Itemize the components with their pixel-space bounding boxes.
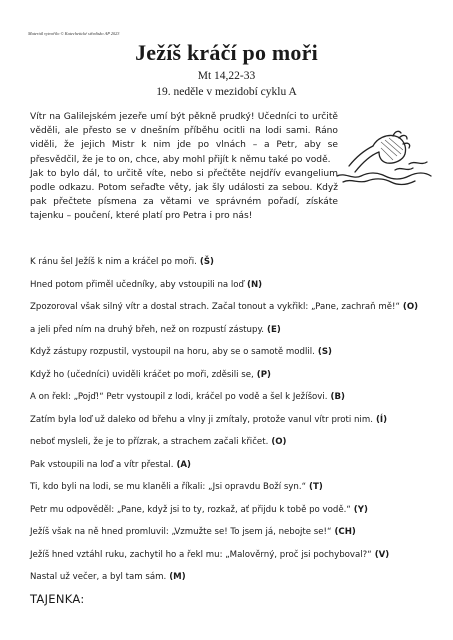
sentence-item	[30, 482, 323, 493]
sentence-text: Ti, kdo byli na lodi, se mu klaněli a říkali: „Jsi opravdu Boží syn.“	[30, 482, 307, 492]
sentence-letter: (Š)	[199, 257, 214, 267]
sentence-item	[30, 550, 389, 561]
sentence-text: Ježíš však na ně hned promluvil: „Vzmužte se! To jsem já, nebojte se!“	[30, 527, 332, 537]
sentence-item	[30, 370, 271, 381]
sentence-text: Nastal už večer, a byl tam sám.	[30, 572, 167, 582]
copyright-note: Materiál vytvořilo © Katechetické středisko AP 2023	[28, 31, 120, 36]
page-title: Ježíš kráčí po moři	[135, 40, 318, 65]
sentence-text: Ježíš hned vztáhl ruku, zachytil ho a řekl mu: „Malověrný, proč jsi pochyboval?“	[30, 550, 372, 560]
sentence-text: Zatím byla loď už daleko od břehu a vlny ji zmítaly, protože vanul vítr proti nim.	[30, 415, 373, 425]
scripture-reference: Mt 14,22-33	[197, 70, 256, 82]
sentence-text: Když ho (učedníci) uviděli kráčet po moři, zděsili se,	[30, 370, 254, 380]
sentence-letter: (V)	[374, 550, 390, 560]
sentence-letter: (O)	[271, 437, 287, 447]
sentence-text: Když zástupy rozpustil, vystoupil na horu, aby se o samotě modlil.	[30, 347, 315, 357]
sentence-item	[30, 527, 356, 538]
sentence-letter: (M)	[169, 572, 186, 582]
sentence-letter: (O)	[402, 302, 419, 312]
sentence-letter: (T)	[309, 482, 323, 492]
sentence-text: K ránu šel Ježíš k nim a kráčel po moři.	[30, 257, 197, 267]
intro-paragraph: Vítr na Galilejském jezeře umí být pěkně prudký! Učedníci to určitě věděli, ale přesto se v dnešním příběhu ocitli na lodi sami. Ráno viděli, že jejich Mistr k nim jde po vlnách – a Petr, aby se přesvědčil, že je to on, chce, aby mohl přijít k němu také po vodě.	[30, 112, 338, 165]
sentence-item	[30, 437, 286, 448]
sentence-text: Zpozoroval však silný vítr a dostal strach. Začal tonout a vykřikl: „Pane, zachraň mě!“	[30, 302, 400, 312]
sentence-text: A on řekl: „Pojď!“ Petr vystoupil z lodi, kráčel po vodě a šel k Ježíšovi.	[30, 392, 328, 402]
sentence-text: Petr mu odpověděl: „Pane, když jsi to ty, rozkaž, ať přijdu k tobě po vodě.“	[30, 505, 351, 515]
hand-in-water-illustration	[335, 126, 433, 186]
sentence-item	[30, 460, 191, 471]
sentence-letter: (B)	[330, 392, 345, 402]
sentence-item	[30, 415, 387, 426]
sentence-item	[30, 392, 345, 403]
sentence-item	[30, 572, 186, 583]
sentence-item	[30, 347, 332, 358]
sentence-letter: (P)	[256, 370, 271, 380]
sentence-text: Pak vstoupili na loď a vítr přestal.	[30, 460, 174, 470]
sentence-item	[30, 302, 418, 313]
sentence-item	[30, 325, 281, 336]
sentence-text: a jeli před ním na druhý břeh, než on rozpustí zástupy.	[30, 325, 265, 335]
sentence-letter: (E)	[267, 325, 281, 335]
sentence-text: Hned potom přiměl učedníky, aby vstoupili na loď	[30, 280, 245, 290]
sentence-letter: (A)	[176, 460, 191, 470]
sentence-letter: (Í)	[375, 415, 387, 425]
sentence-letter: (Y)	[353, 505, 368, 515]
sentence-letter: (CH)	[334, 527, 356, 537]
answer-label: TAJENKA:	[30, 592, 85, 606]
sentence-letter: (N)	[247, 280, 263, 290]
sentence-letter: (S)	[317, 347, 332, 357]
sentence-item	[30, 257, 214, 268]
sentence-text: neboť mysleli, že je to přízrak, a strachem začali křičet.	[30, 437, 269, 447]
liturgical-occasion: 19. neděle v mezidobí cyklu A	[156, 86, 297, 98]
intro-paragraph: Jak to bylo dál, to určitě víte, nebo si přečtěte nejdřív evangelium podle odkazu. Potom seřaďte věty, jak šly události za sebou. Když pak přečtete písmena za větami ve správném pořadí, získáte tajenku – poučení, které platí pro Petra i pro nás!	[30, 168, 338, 222]
intro-text	[30, 110, 338, 224]
sentence-item	[30, 280, 262, 291]
sentence-item	[30, 505, 368, 516]
